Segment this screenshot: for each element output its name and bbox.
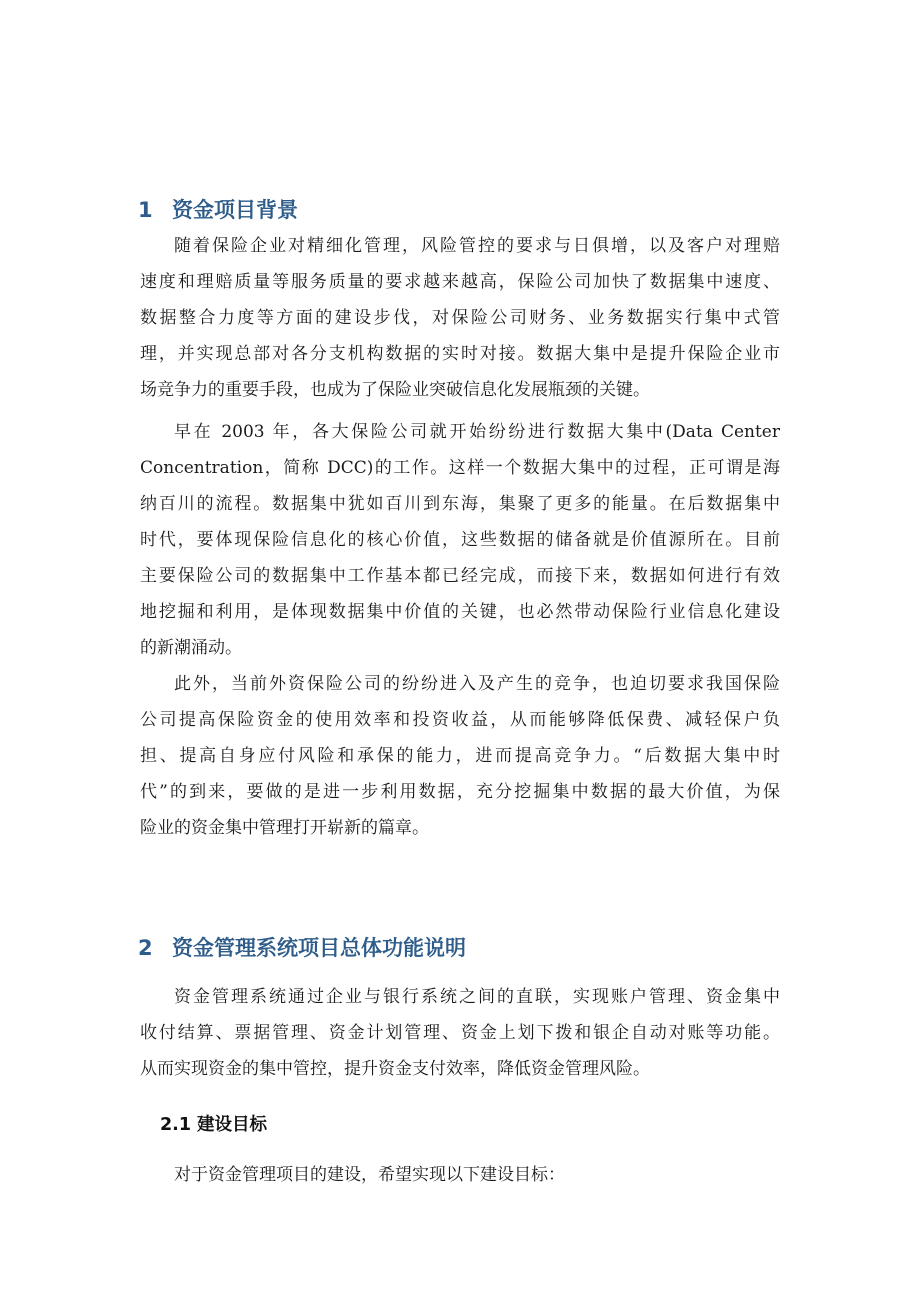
text-line: 代”的到来，要做的是进一步利用数据，充分挖掘集中数据的最大价值，为保 — [140, 782, 780, 802]
text-line: 担、提高自身应付风险和承保的能力，进而提高竞争力。“后数据大集中时 — [140, 746, 780, 766]
text-line: 数据整合力度等方面的建设步伐，对保险公司财务、业务数据实行集中式管 — [140, 308, 780, 328]
section-2-paragraph-1 — [140, 979, 780, 1087]
subsection-2-1-paragraph-1 — [140, 1157, 780, 1193]
text-line: 理，并实现总部对各分支机构数据的实时对接。数据大集中是提升保险企业市 — [140, 344, 780, 364]
subsection-2-1-heading — [160, 1112, 267, 1138]
text-line: 纳百川的流程。数据集中犹如百川到东海，集聚了更多的能量。在后数据集中 — [140, 494, 780, 514]
text-line: 此外，当前外资保险公司的纷纷进入及产生的竞争，也迫切要求我国保险 — [174, 674, 780, 694]
text-line: 从而实现资金的集中管控，提升资金支付效率，降低资金管理风险。 — [140, 1059, 650, 1079]
section-2-title: 资金管理系统项目总体功能说明 — [172, 936, 466, 960]
text-line: 地挖掘和利用，是体现数据集中价值的关键，也必然带动保险行业信息化建设 — [140, 602, 780, 622]
section-1-paragraph-3 — [140, 666, 780, 846]
section-2-heading — [138, 933, 466, 963]
text-line: 对于资金管理项目的建设，希望实现以下建设目标： — [174, 1165, 565, 1185]
text-line: 速度和理赔质量等服务质量的要求越来越高，保险公司加快了数据集中速度、 — [140, 272, 780, 292]
text-line: 的新潮涌动。 — [140, 638, 242, 658]
subsection-2-1-title: 建设目标 — [197, 1115, 268, 1135]
section-1-paragraph-1 — [140, 228, 780, 408]
text-line: 场竞争力的重要手段，也成为了保险业突破信息化发展瓶颈的关键。 — [140, 380, 650, 400]
section-2-number: 2 — [138, 936, 153, 960]
text-line: 资金管理系统通过企业与银行系统之间的直联，实现账户管理、资金集中 — [174, 987, 780, 1007]
section-1-heading — [138, 195, 298, 225]
text-line: 主要保险公司的数据集中工作基本都已经完成，而接下来，数据如何进行有效 — [140, 566, 780, 586]
text-line: 收付结算、票据管理、资金计划管理、资金上划下拨和银企自动对账等功能。 — [140, 1023, 780, 1043]
text-line: 险业的资金集中管理打开崭新的篇章。 — [140, 818, 429, 838]
subsection-2-1-number: 2.1 — [160, 1115, 192, 1135]
text-line: 早在 2003 年，各大保险公司就开始纷纷进行数据大集中(Data Center — [174, 422, 780, 442]
section-1-paragraph-2 — [140, 414, 780, 666]
section-1-number: 1 — [138, 198, 153, 222]
text-line: 公司提高保险资金的使用效率和投资收益，从而能够降低保费、减轻保户负 — [140, 710, 780, 730]
section-1-title: 资金项目背景 — [172, 198, 298, 222]
text-line: Concentration，简称 DCC)的工作。这样一个数据大集中的过程，正可谓是海 — [140, 458, 780, 478]
text-line: 随着保险企业对精细化管理，风险管控的要求与日俱增，以及客户对理赔 — [174, 236, 780, 256]
text-line: 时代，要体现保险信息化的核心价值，这些数据的储备就是价值源所在。目前 — [140, 530, 780, 550]
